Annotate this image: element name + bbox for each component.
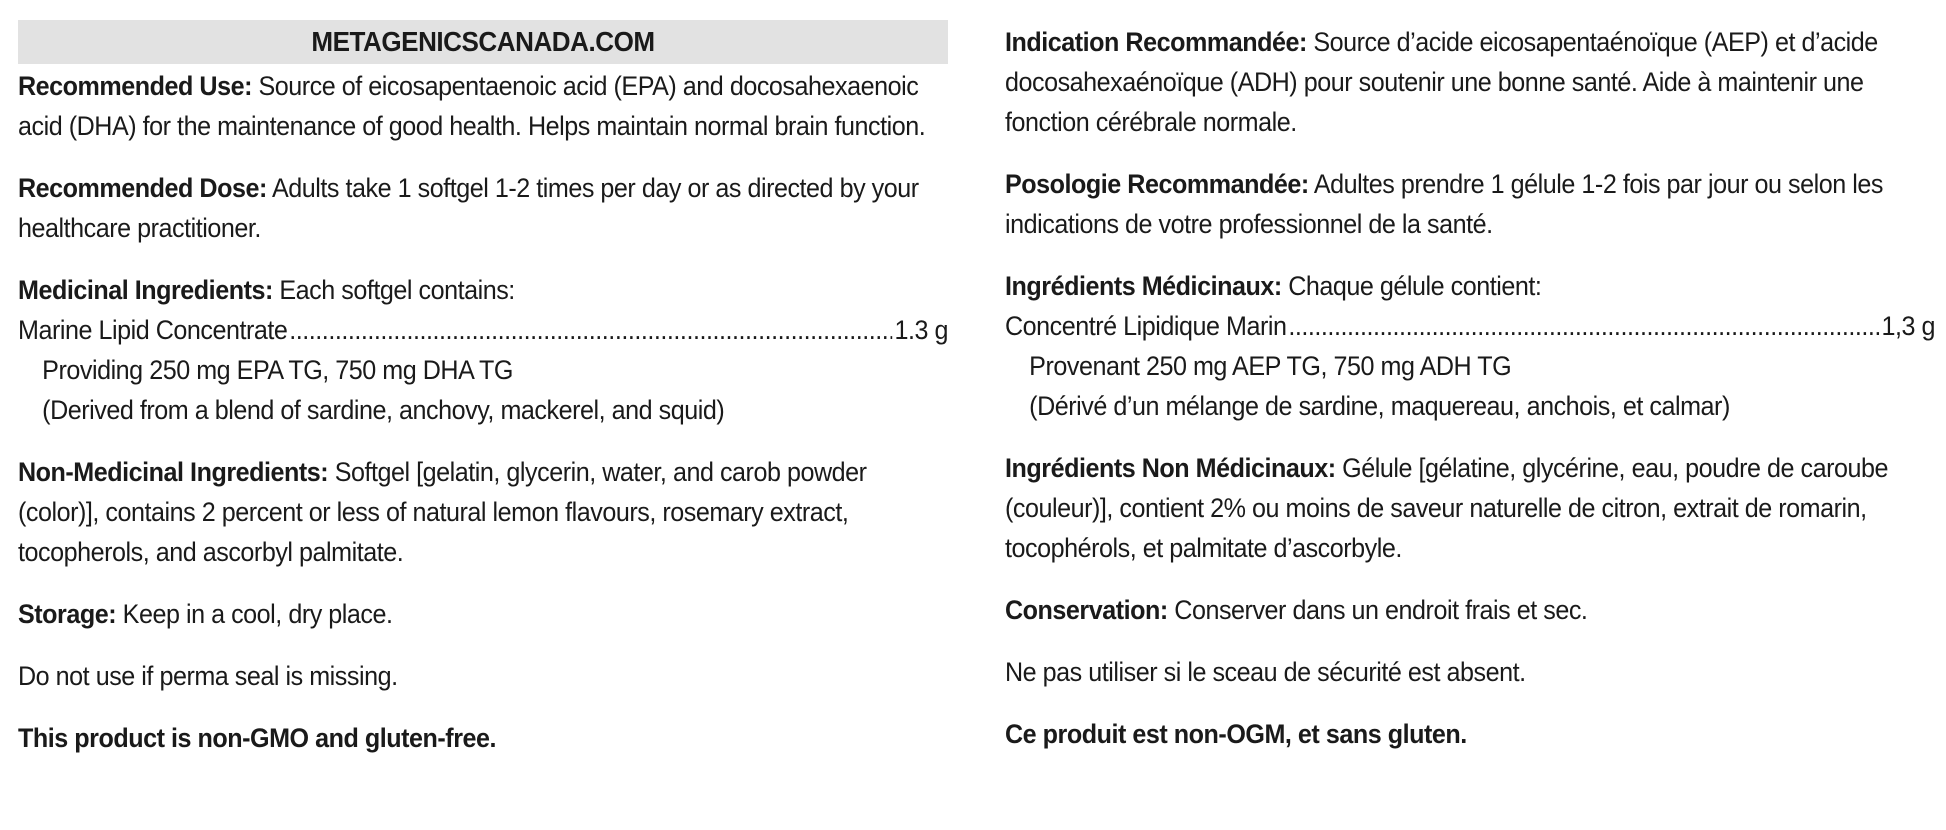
posologie-recommandee bbox=[1005, 164, 1926, 244]
non-medicinaux-text: Gélule [gélatine, glycérine, eau, poudre de caroube (couleur)], contient 2% ou moins de saveur naturelle de citron, extrait de romarin, tocophérols, et palmitate d’ascorbyle. bbox=[1005, 453, 1889, 563]
ingredient-line bbox=[18, 310, 948, 350]
website-header: METAGENICSCANADA.COM bbox=[18, 20, 948, 64]
english-column bbox=[18, 20, 948, 780]
gmo-statement: This product is non-GMO and gluten-free. bbox=[18, 723, 497, 753]
non-medicinal-text: Softgel [gelatin, glycerin, water, and carob powder (color)], contains 2 percent or less of natural lemon flavours, rosemary extract, tocopherols, and ascorbyl palmitate. bbox=[18, 457, 867, 567]
conservation-text: Conserver dans un endroit frais et sec. bbox=[1167, 595, 1588, 625]
ingredient-amount: 1.3 g bbox=[894, 315, 948, 345]
medicinal-ingredients-text: Each softgel contains: bbox=[272, 275, 515, 305]
dot-leader bbox=[289, 310, 892, 350]
ingredients-medicinaux bbox=[1005, 266, 1935, 426]
ingredient-name-fr: Concentré Lipidique Marin bbox=[1005, 311, 1287, 341]
indication-text: Source d’acide eicosapentaénoïque (AEP) et d’acide docosahexaénoïque (ADH) pour soutenir une bonne santé. Aide à maintenir une fonction cérébrale normale. bbox=[1005, 27, 1878, 137]
posologie-text: Adultes prendre 1 gélule 1-2 fois par jour ou selon les indications de votre professionnel de la santé. bbox=[1005, 169, 1883, 239]
ingredient-providing: Providing 250 mg EPA TG, 750 mg DHA TG bbox=[42, 355, 513, 385]
recommended-use-label: Recommended Use: bbox=[18, 71, 252, 101]
recommended-dose bbox=[18, 168, 939, 248]
ingredients-medicinaux-label: Ingrédients Médicinaux: bbox=[1005, 271, 1282, 301]
recommended-use-text: Source of eicosapentaenoic acid (EPA) and docosahexaenoic acid (DHA) for the maintenance of good health. Helps maintain normal brain function. bbox=[18, 71, 926, 141]
indication-label: Indication Recommandée: bbox=[1005, 27, 1307, 57]
ingredient-name: Marine Lipid Concentrate bbox=[18, 315, 288, 345]
indication-recommandee bbox=[1005, 22, 1926, 142]
ingredient-derived: (Derived from a blend of sardine, anchovy, mackerel, and squid) bbox=[42, 395, 725, 425]
ingredient-derived-fr: (Dérivé d’un mélange de sardine, maquereau, anchois, et calmar) bbox=[1029, 391, 1730, 421]
storage bbox=[18, 594, 939, 634]
non-medicinal-ingredients bbox=[18, 452, 939, 572]
gmo-statement-fr: Ce produit est non-OGM, et sans gluten. bbox=[1005, 719, 1467, 749]
conservation-label: Conservation: bbox=[1005, 595, 1168, 625]
storage-label: Storage: bbox=[18, 599, 117, 629]
seal-warning: Do not use if perma seal is missing. bbox=[18, 661, 398, 691]
ingredient-line-fr bbox=[1005, 306, 1935, 346]
recommended-dose-label: Recommended Dose: bbox=[18, 173, 267, 203]
ingredient-amount-fr: 1,3 g bbox=[1881, 311, 1935, 341]
non-medicinaux-label: Ingrédients Non Médicinaux: bbox=[1005, 453, 1336, 483]
ingredients-medicinaux-text: Chaque gélule contient: bbox=[1281, 271, 1542, 301]
seal-warning-fr: Ne pas utiliser si le sceau de sécurité est absent. bbox=[1005, 657, 1526, 687]
ingredient-providing-fr: Provenant 250 mg AEP TG, 750 mg ADH TG bbox=[1029, 351, 1512, 381]
dot-leader-fr bbox=[1288, 306, 1879, 346]
non-medicinal-label: Non-Medicinal Ingredients: bbox=[18, 457, 329, 487]
storage-text: Keep in a cool, dry place. bbox=[116, 599, 393, 629]
medicinal-ingredients-label: Medicinal Ingredients: bbox=[18, 275, 273, 305]
french-column bbox=[1005, 20, 1935, 776]
recommended-dose-text: Adults take 1 softgel 1-2 times per day or as directed by your healthcare practitioner. bbox=[18, 173, 919, 243]
recommended-use bbox=[18, 66, 939, 146]
posologie-label: Posologie Recommandée: bbox=[1005, 169, 1309, 199]
medicinal-ingredients bbox=[18, 270, 948, 430]
conservation bbox=[1005, 590, 1926, 630]
ingredients-non-medicinaux bbox=[1005, 448, 1926, 568]
